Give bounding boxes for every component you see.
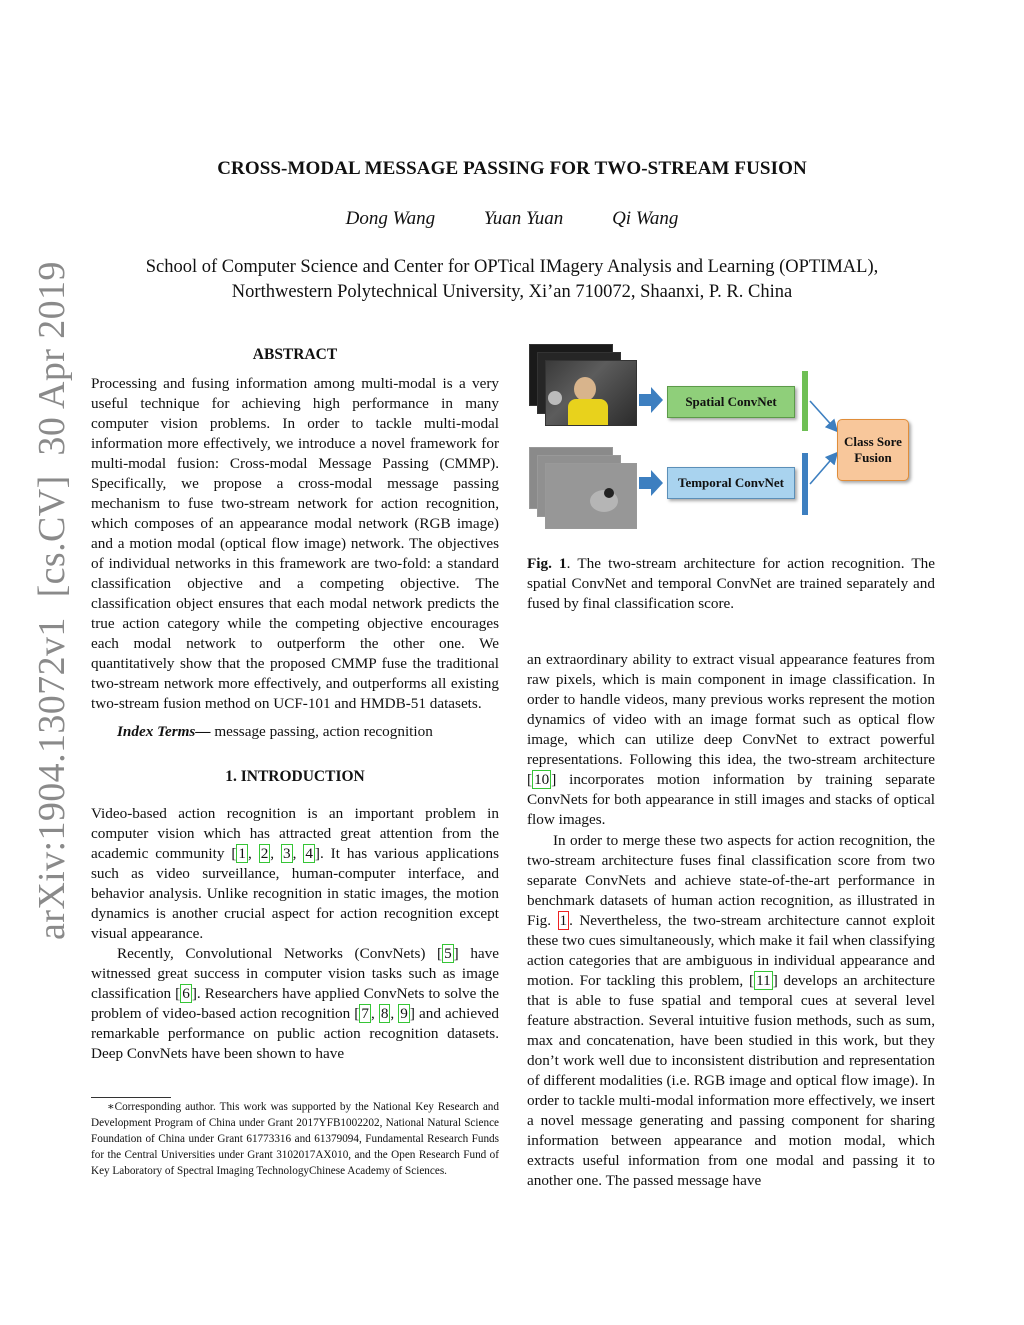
spatial-to-fusion-arrow	[810, 401, 836, 430]
introduction-heading: 1. INTRODUCTION	[225, 768, 365, 785]
intro-paragraph-1: Video-based action recognition is an important problem in computer vision which has attracted great attention from the academic community [ 1 , 2 , 3 , 4 ]. It has various applications such as video surveillance, human-computer interface, and behavior analysis. Unlike recognition in static images, the motion dynamics is another crucial aspect for action recognition except visual appearance.	[91, 805, 500, 942]
citation-8[interactable]: 8	[380, 1005, 389, 1022]
citation-3[interactable]: 3	[283, 845, 291, 862]
intro-paragraph-2: Recently, Convolutional Networks (ConvNets) [ 5 ] have witnessed great success in computer vision tasks such as image classification [ 6 ]. Researchers have applied ConvNets to solve the problem of video-based action recognition [ 7 , 8 , 9 ] and achieved remarkable performance on public action recognition datasets. Deep ConvNets have been shown to have	[91, 945, 499, 1062]
right-column	[527, 650, 935, 1191]
affiliation	[0, 255, 1024, 305]
fusion-label-line-1: Class Sore	[844, 434, 902, 449]
affiliation-line-1: School of Computer Science and Center for OPTical IMagery Analysis and Learning (OPTIMAL),	[145, 257, 879, 277]
citation-5[interactable]: 5	[444, 945, 452, 962]
class-score-fusion-box	[837, 419, 909, 481]
citation-1[interactable]: 1	[238, 845, 246, 862]
figure-caption-text: . The two-stream architecture for action recognition. The spatial ConvNet and temporal ConvNet are trained separately and fused by final classification score.	[527, 555, 935, 612]
spatial-feature-bar	[802, 371, 808, 431]
citation-7[interactable]: 7	[361, 1005, 369, 1022]
figure-1-caption	[527, 554, 935, 614]
footnote	[91, 1099, 499, 1179]
right-paragraph-1: an extraordinary ability to extract visual appearance features from raw pixels, which is main component in image classification. In order to handle videos, many previous works represent the motion dynamics of video with an image format such as optical flow image, which can utilize deep ConvNet to extract powerful representations. Following this idea, the two-stream architecture [ 10 ] incorporates motion information by training separate ConvNets for both appearance in still images and stacks of optical flow images.	[527, 651, 935, 828]
author-2: Yuan Yuan	[483, 208, 564, 229]
author-1: Dong Wang	[345, 208, 436, 229]
left-column	[91, 345, 499, 1064]
figure-1	[527, 343, 937, 543]
figure-ref-1[interactable]: 1	[559, 912, 568, 929]
paper-title: CROSS-MODAL MESSAGE PASSING FOR TWO-STREAM FUSION	[217, 158, 807, 179]
citation-6[interactable]: 6	[182, 985, 190, 1002]
abstract-text: Processing and fusing information among multi-modal is a very useful technique for achieving high performance in many computer vision problems. In order to tackle multi-modal information more effectively, we introduce a novel framework for multi-modal fusion: Cross-modal Message Passing (CMMP). Specifically, we propose a cross-modal message passing mechanism to fuse two-stream network for action recognition, which composes of an appearance modal network (RGB image) and a motion modal (optical flow image) network. The objectives of individual networks in this framework are two-fold: a standard classification objective and a competing objective. The classification object ensures that each modal network predicts the true action category while the competing objective encourages each modal network to outperform the other one. We quantitatively show that the proposed CMMP fuse the traditional two-stream network more effectively, and outperforms all existing two-stream fusion method on UCF-101 and HMDB-51 datasets.	[91, 375, 499, 712]
arxiv-stamp: arXiv:1904.13072v1 [cs.CV] 30 Apr 2019	[31, 261, 73, 940]
citation-10[interactable]: 10	[534, 771, 550, 788]
affiliation-line-2: Northwestern Polytechnical University, Xi’an 710072, Shaanxi, P. R. China	[231, 282, 793, 302]
rgb-input-arrow	[639, 387, 663, 413]
spatial-convnet-box: Spatial ConvNet	[667, 386, 795, 418]
citation-9[interactable]: 9	[400, 1005, 408, 1022]
temporal-feature-bar	[802, 453, 808, 515]
author-3: Qi Wang	[612, 208, 679, 229]
fusion-label-line-2: Fusion	[854, 450, 892, 465]
citation-11[interactable]: 11	[756, 972, 771, 989]
flow-input-arrow	[639, 470, 663, 496]
figure-caption-label: Fig. 1	[527, 555, 567, 572]
index-terms	[91, 722, 499, 742]
author-list	[0, 208, 1024, 230]
citation-4[interactable]: 4	[305, 845, 313, 862]
footnote-rule	[91, 1097, 171, 1098]
right-paragraph-2: In order to merge these two aspects for action recognition, the two-stream architecture fuses final classification score from two separate ConvNets and achieve state-of-the-art performance in benchmark datasets of human action recognition, as illustrated in Fig. 1 . Nevertheless, the two-stream architecture cannot exploit these two cues simultaneously, which make it fail when classifying action categories that are ambiguous in individual appearance and motion. For tackling this problem, [ 11 ] develops an architecture that is able to fuse spatial and temporal cues at several level feature abstraction. Several intuitive fusion methods, such as sum, max and concatenation, have been studied in this work, but they don’t work well due to inconsistent distribution and representation of different modalities (i.e. RGB image and optical flow image). In order to tackle multi-modal information more effectively, we insert a novel message generating and passing component for sharing information between appearance and motion modal, which extracts useful information from one modal and passing it to another one. The passed message have	[527, 832, 936, 1189]
temporal-convnet-box: Temporal ConvNet	[667, 467, 795, 499]
citation-2[interactable]: 2	[260, 845, 269, 862]
index-terms-label: Index Terms—	[117, 723, 211, 740]
footnote-text: ∗Corresponding author. This work was supported by the National Key Research and Development Program of China under Grant 2017YFB1002202, National Natural Science Foundation of China under Grant 61773316 and 61379094, Fundamental Research Funds for the Central Universities under Grant 3102017AX010, and the Open Research Fund of Key Laboratory of Spectral Imaging TechnologyChinese Academy of Sciences.	[91, 1101, 499, 1177]
index-terms-text: message passing, action recognition	[214, 723, 433, 740]
abstract-heading: ABSTRACT	[252, 346, 338, 363]
temporal-to-fusion-arrow	[810, 454, 836, 484]
